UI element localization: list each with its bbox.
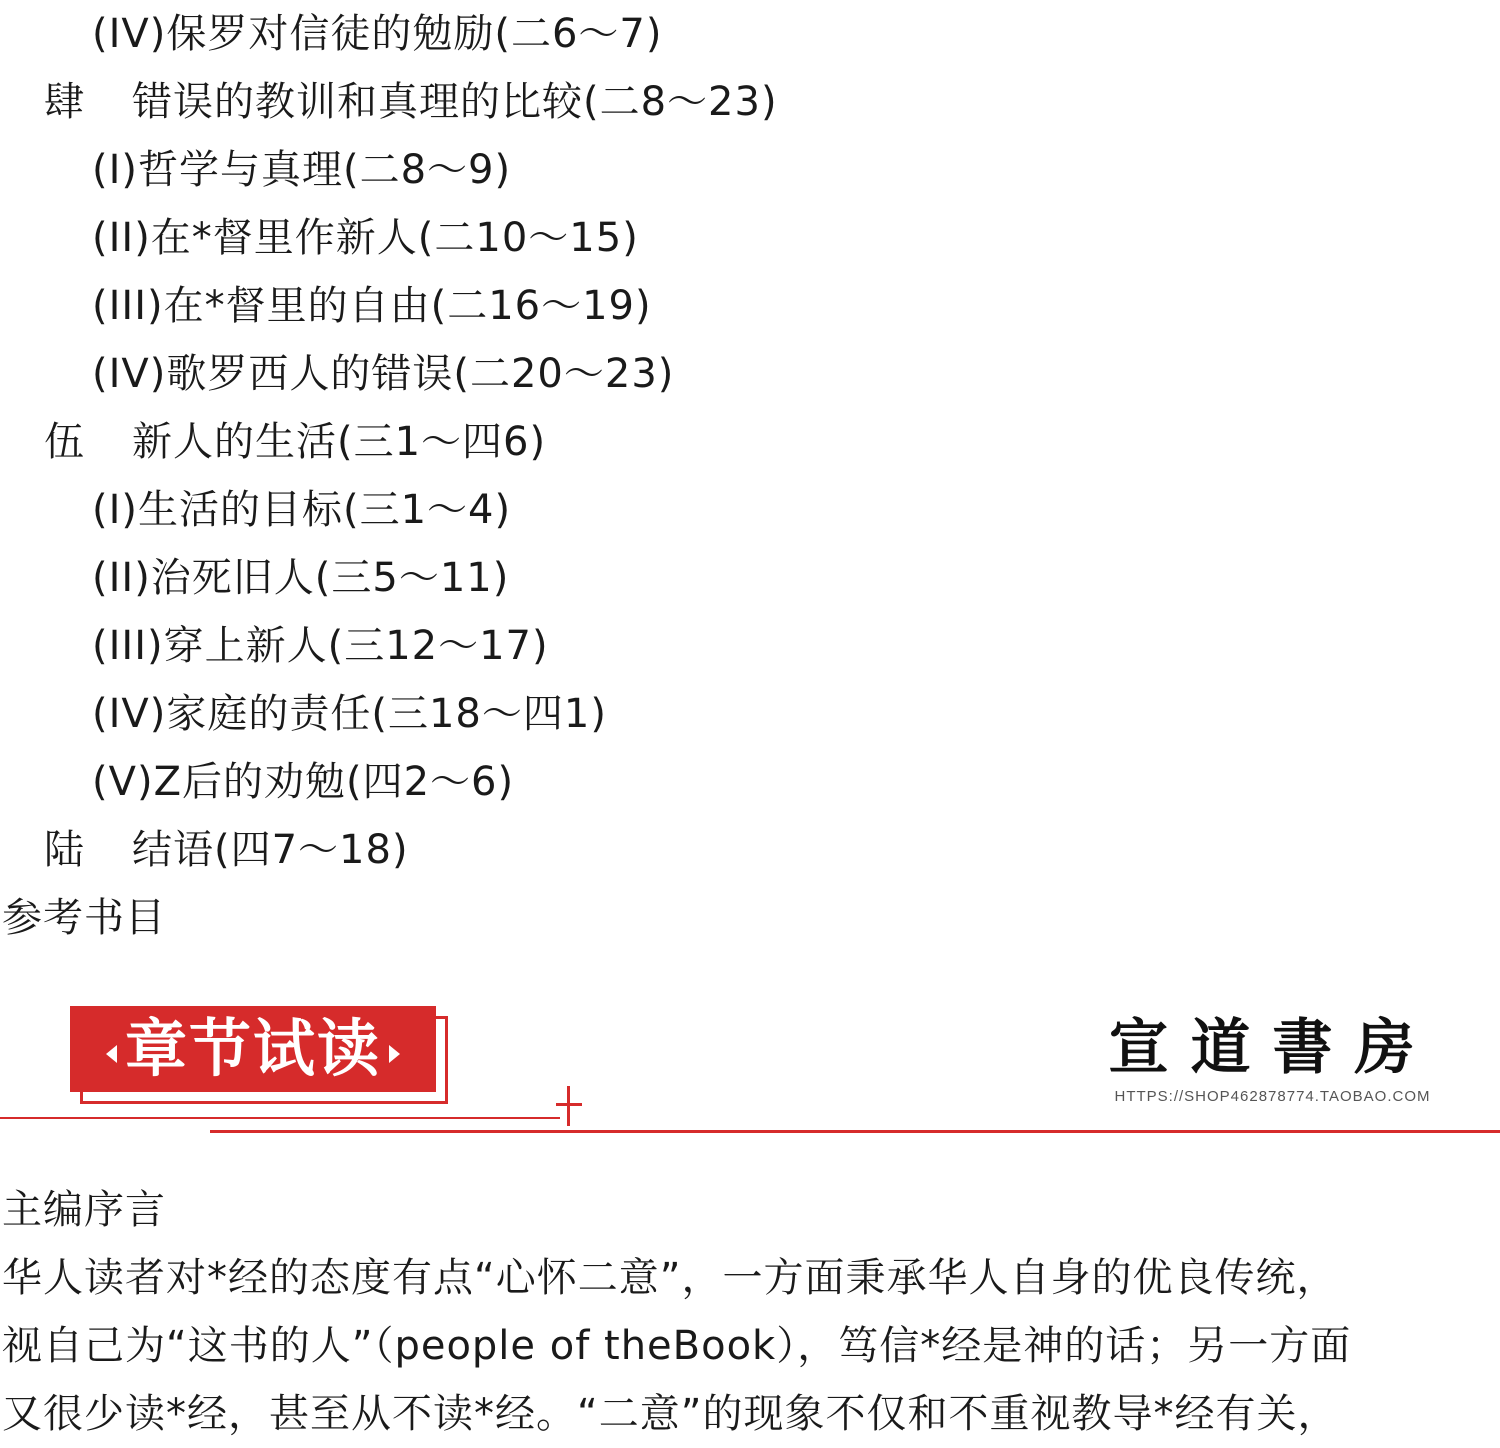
toc-bibliography: 参考书目 bbox=[2, 895, 166, 941]
section-number: 陆 bbox=[44, 827, 85, 873]
banner-label: 章节试读 bbox=[124, 1012, 381, 1085]
paragraph-line: 视自己为“这书的人”（people of theBook），笃信*经是神的话；另一方面 bbox=[2, 1323, 1352, 1369]
toc-entry: (II)在*督里作新人(二10～15) bbox=[92, 215, 639, 261]
toc-entry: (I)哲学与真理(二8～9) bbox=[92, 147, 512, 193]
shop-name: 宣道書房 bbox=[1108, 1013, 1437, 1083]
toc-section bbox=[44, 822, 409, 878]
toc-entry: (II)治死旧人(三5～11) bbox=[92, 555, 510, 601]
shop-logo bbox=[1080, 1010, 1465, 1105]
toc-entry: (V)Z后的劝勉(四2～6) bbox=[92, 759, 515, 805]
preface-section bbox=[2, 1176, 1498, 1448]
triangle-left-icon bbox=[106, 1045, 117, 1063]
toc-entry: (III)在*督里的自由(二16～19) bbox=[92, 283, 652, 329]
section-title: 新人的生活(三1～四6) bbox=[132, 419, 547, 465]
shop-url: HTTPS://SHOP462878774.TAOBAO.COM bbox=[1114, 1088, 1431, 1105]
toc-section bbox=[44, 74, 778, 130]
toc-section bbox=[44, 414, 546, 470]
toc-entry: (I)生活的目标(三1～4) bbox=[92, 487, 512, 533]
toc-entry: (IV)歌罗西人的错误(二20～23) bbox=[92, 351, 675, 397]
paragraph-line: 华人读者对*经的态度有点“心怀二意”，一方面秉承华人自身的优良传统， bbox=[2, 1255, 1338, 1301]
divider-line bbox=[0, 1117, 560, 1119]
divider-line bbox=[210, 1130, 1500, 1133]
toc-entry: (IV)家庭的责任(三18～四1) bbox=[92, 691, 607, 737]
toc-entry: (III)穿上新人(三12～17) bbox=[92, 623, 549, 669]
section-title: 错误的教训和真理的比较(二8～23) bbox=[132, 79, 778, 125]
paragraph-line: 又很少读*经，甚至从不读*经。“二意”的现象不仅和不重视教导*经有关， bbox=[2, 1391, 1339, 1437]
banner-box bbox=[70, 1006, 436, 1092]
section-number: 伍 bbox=[44, 419, 85, 465]
preface-heading: 主编序言 bbox=[2, 1187, 166, 1233]
section-number: 肆 bbox=[44, 79, 85, 125]
chapter-preview-banner bbox=[70, 1006, 450, 1106]
triangle-right-icon bbox=[389, 1045, 400, 1063]
section-title: 结语(四7～18) bbox=[132, 827, 409, 873]
cross-icon bbox=[554, 1086, 584, 1126]
toc-entry: (IV)保罗对信徒的勉励(二6～7) bbox=[92, 11, 663, 57]
